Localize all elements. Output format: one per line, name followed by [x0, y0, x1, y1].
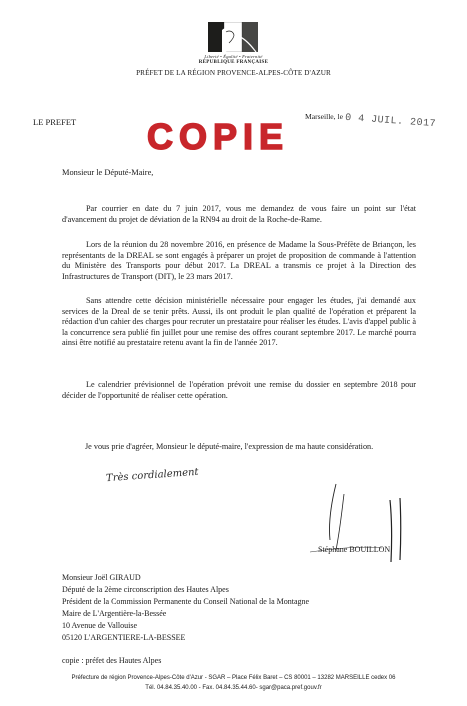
recipient-line-3: Président de la Commission Permanente du Conseil National de la Montagne	[62, 597, 310, 606]
recipient-line-4: Maire de L'Argentière-la-Bessée	[62, 609, 167, 618]
closing-formula: Je vous prie d'agréer, Monsieur le député-maire, l'expression de ma haute considération.	[85, 442, 374, 451]
copie-stamp: COPIE	[147, 116, 290, 157]
prefecture-title: PRÉFET DE LA RÉGION PROVENCE-ALPES-CÔTE D'AZUR	[136, 69, 331, 77]
place-label: Marseille, le	[305, 112, 343, 121]
recipient-line-2: Député de la 2ème circonscription des Hautes Alpes	[62, 585, 229, 594]
recipient-line-6: 05120 L'ARGENTIERE-LA-BESSEE	[62, 633, 186, 642]
date-stamp: 0 4 JUIL. 2017	[344, 112, 437, 131]
footer-contact: Tél. 04.84.35.40.00 - Fax. 04.84.35.44.60- sgar@paca.pref.gouv.fr	[145, 685, 322, 691]
copy-recipient: copie : préfet des Hautes Alpes	[62, 656, 162, 665]
paragraph-1: Par courrier en date du 7 juin 2017, vous me demandez de vous faire un point sur l'état d'avancement du projet de déviation de la RN94 au droit de la Roche-de-Rame.	[62, 204, 416, 224]
signatory-name: Stéphane BOUILLON	[318, 545, 391, 554]
paragraph-2: Lors de la réunion du 28 novembre 2016, en présence de Madame la Sous-Préfète de Briançon, les représentants de la DREAL se sont engagés à préparer un projet de proposition de commande à l'attention du Ministère des Transports pour début 2017. La DREAL a transmis ce projet à la Direction des Infrastructures de Transport (DIT), le 23 mars 2017.	[62, 240, 416, 281]
paragraph-3: Sans attendre cette décision ministérielle nécessaire pour engager les études, j'ai demandé aux services de la Dreal de se tenir prêts. Aussi, ils ont produit le plan qualité de l'opération et préparent la rédaction d'un cahier des charges pour recruter un prestataire pour réaliser les études. L'avis d'appel public à la concurrence sera publié fin juillet pour une remise des offres courant septembre 2017. Le marché pourra ainsi être notifié au prestataire retenu avant la fin de l'année 2017.	[62, 296, 416, 348]
sender-label: LE PREFET	[33, 117, 77, 127]
paragraph-4: Le calendrier prévisionnel de l'opération prévoit une remise du dossier en septembre 2018 pour décider de l'opportunité de réaliser cette opération.	[62, 380, 416, 400]
salutation: Monsieur le Député-Maire,	[62, 168, 154, 177]
handwritten-note: Très cordialement	[105, 466, 199, 485]
footer-address: Préfecture de région Provence-Alpes-Côte d'Azur - SGAR – Place Félix Baret – CS 80001 – 13282 MARSEILLE cedex 06	[71, 675, 396, 681]
recipient-line-5: 10 Avenue de Vallouise	[62, 621, 138, 630]
republic-label: RÉPUBLIQUE FRANÇAISE	[198, 60, 269, 65]
republic-motto: Liberté • Égalité • Fraternité	[204, 54, 263, 59]
marianne-logo	[208, 22, 258, 52]
recipient-line-1: Monsieur Joël GIRAUD	[62, 573, 141, 582]
